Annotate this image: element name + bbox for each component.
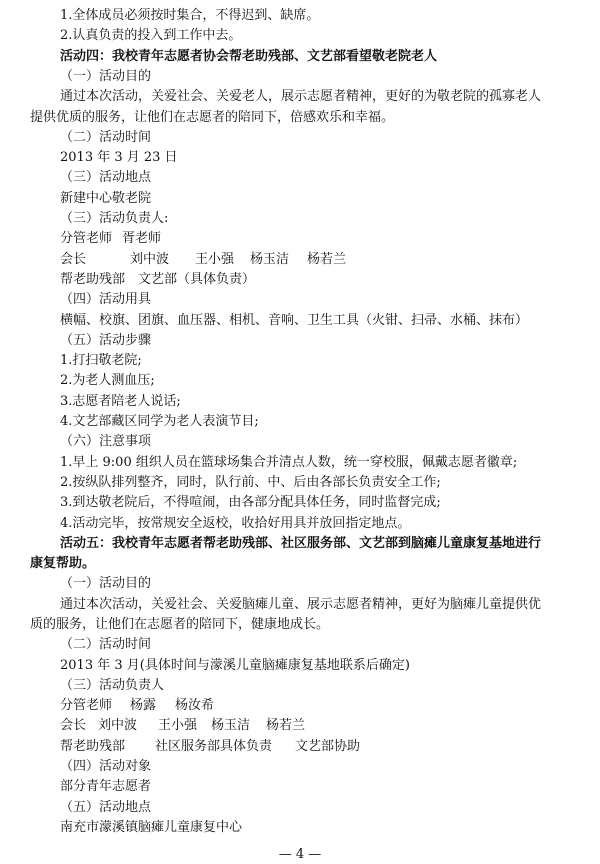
subheading: （三）活动负责人	[60, 678, 165, 693]
text-line: 通过本次活动，关爱社会、关爱脑瘫儿童、展示志愿者精神，更好为脑瘫儿童提供优	[60, 597, 542, 612]
list-item: 3.志愿者陪老人说话;	[60, 394, 181, 409]
name: 胥老师	[122, 231, 162, 246]
label: 帮老助残部	[60, 739, 126, 754]
list-item: 2.按纵队排列整齐，同时，队行前、中、后由各部长负责安全工作;	[60, 475, 441, 490]
name: 刘中波	[130, 252, 170, 267]
text-line: 帮老助残部 文艺部（具体负责）	[60, 272, 256, 287]
text-line	[60, 696, 560, 715]
subheading: （六）注意事项	[60, 434, 152, 449]
text-line	[60, 250, 560, 269]
label: 会长	[60, 252, 87, 267]
label: 分管老师	[60, 698, 113, 713]
subheading: （四）活动对象	[60, 759, 152, 774]
name: 社区服务部具体负责	[155, 739, 273, 754]
subheading: （一）活动目的	[60, 69, 152, 84]
list-item: 1.早上 9:00 组织人员在篮球场集合并清点人数，统一穿校服，佩戴志愿者徽章;	[60, 455, 518, 470]
subheading: （二）活动时间	[60, 130, 152, 145]
text-line: 1.全体成员必须按时集合，不得迟到、缺席。	[60, 8, 320, 23]
page-number: — 4 —	[278, 847, 322, 862]
text-line: 新建中心敬老院	[60, 191, 152, 206]
name: 文艺部协助	[295, 739, 361, 754]
label: 会长	[60, 718, 87, 733]
list-item: 2.为老人测血压;	[60, 373, 155, 388]
name: 杨汝希	[175, 698, 215, 713]
subheading: （四）活动用具	[60, 292, 152, 307]
text-line: 通过本次活动，关爱社会、关爱老人，展示志愿者精神，更好的为敬老院的孤寡老人	[60, 89, 542, 104]
name: 刘中波	[98, 718, 138, 733]
subheading: （一）活动目的	[60, 576, 152, 591]
name: 王小强	[195, 252, 235, 267]
subheading: （二）活动时间	[60, 637, 152, 652]
name: 王小强	[158, 718, 198, 733]
subheading: （五）活动步骤	[60, 333, 152, 348]
list-item: 1.打扫敬老院;	[60, 353, 142, 368]
text-line	[60, 229, 560, 248]
text-line: 2.认真负责的投入到工作中去。	[60, 28, 242, 43]
label: 分管老师	[60, 231, 113, 246]
text-line: 南充市濛溪镇脑瘫儿童康复中心	[60, 820, 243, 835]
name: 杨若兰	[307, 252, 347, 267]
section-heading: 活动五：我校青年志愿者帮老助残部、社区服务部、文艺部到脑瘫儿童康复基地进行	[60, 536, 542, 551]
text-line: 横幅、校旗、团旗、血压器、相机、音响、卫生工具（火钳、扫帚、水桶、抹布）	[60, 313, 529, 328]
name: 杨玉洁	[250, 252, 290, 267]
list-item: 4.文艺部藏区同学为老人表演节目;	[60, 414, 259, 429]
subheading: （三）活动负责人:	[60, 211, 169, 226]
text-line	[60, 716, 560, 735]
subheading: （五）活动地点	[60, 800, 152, 815]
text-line: 2013 年 3 月 23 日	[60, 150, 178, 165]
text-line: 部分青年志愿者	[60, 779, 152, 794]
section-heading: 康复帮助。	[30, 556, 96, 571]
list-item: 3.到达敬老院后，不得喧闹，由各部分配具体任务，同时监督完成;	[60, 495, 441, 510]
text-line: 提供优质的服务，让他们在志愿者的陪同下，倍感欢乐和幸福。	[30, 110, 395, 125]
list-item: 4.活动完毕，按常规安全返校，收拾好用具并放回指定地点。	[60, 516, 411, 531]
text-line	[60, 737, 560, 756]
text-line: 质的服务，让他们在志愿者的陪同下，健康地成长。	[30, 617, 330, 632]
name: 杨若兰	[266, 718, 306, 733]
name: 杨玉洁	[211, 718, 251, 733]
text-line: 2013 年 3 月(具体时间与濛溪儿童脑瘫康复基地联系后确定)	[60, 658, 410, 673]
name: 杨露	[130, 698, 157, 713]
subheading: （三）活动地点	[60, 170, 152, 185]
section-heading: 活动四：我校青年志愿者协会帮老助残部、文艺部看望敬老院老人	[60, 49, 438, 64]
